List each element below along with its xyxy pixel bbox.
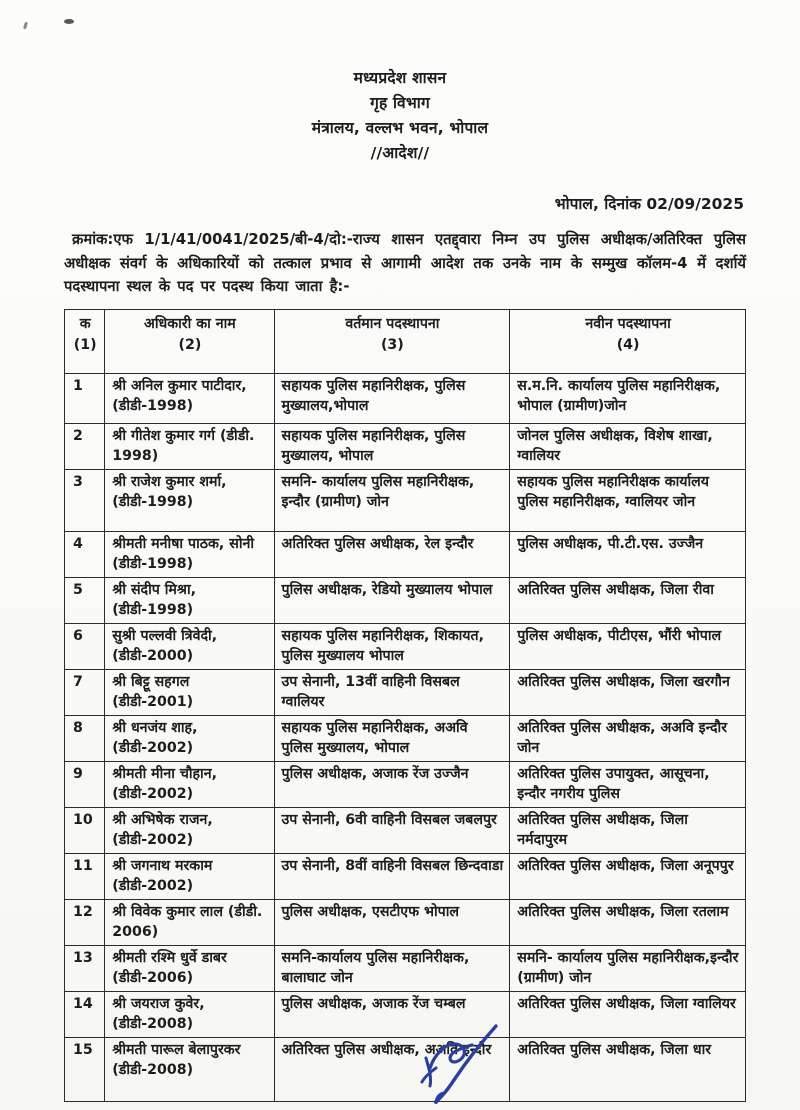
cell-officer-name: श्री गीतेश कुमार गर्ग (डीडी. 1998) [105, 423, 274, 469]
table-row [65, 991, 746, 1037]
cell-new-posting: अतिरिक्त पुलिस अधीक्षक, जिला रतलाम [510, 899, 746, 945]
cell-sno: 1 [65, 373, 105, 423]
table-row [65, 853, 746, 899]
cell-new-posting: पुलिस अधीक्षक, पी.टी.एस. उज्जैन [510, 531, 746, 577]
table-row [65, 899, 746, 945]
cell-sno: 9 [65, 761, 105, 807]
ink-speck [23, 22, 28, 30]
cell-new-posting: अतिरिक्त पुलिस अधीक्षक, जिला अनूपपुर [510, 853, 746, 899]
header-current-posting: वर्तमान पदस्थापना (3) [274, 309, 510, 373]
cell-current-posting: उप सेनानी, 6वी वाहिनी विसबल जबलपुर [274, 807, 510, 853]
cell-sno: 12 [65, 899, 105, 945]
table-row [65, 669, 746, 715]
cell-officer-name: श्रीमती पारूल बेलापुरकर (डीडी-2008) [105, 1037, 274, 1101]
cell-current-posting: समनि-कार्यालय पुलिस महानिरीक्षक, बालाघाट जोन [274, 945, 510, 991]
table-row [65, 761, 746, 807]
cell-current-posting: सहायक पुलिस महानिरीक्षक, पुलिस मुख्यालय,भोपाल [274, 373, 510, 423]
header-order-title: //आदेश// [370, 144, 430, 162]
cell-officer-name: श्री अभिषेक राजन, (डीडी-2002) [105, 807, 274, 853]
cell-current-posting: पुलिस अधीक्षक, एसटीएफ भोपाल [274, 899, 510, 945]
cell-new-posting: जोनल पुलिस अधीक्षक, विशेष शाखा, ग्वालियर [510, 423, 746, 469]
cell-current-posting: समनि- कार्यालय पुलिस महानिरीक्षक, इन्दौर (ग्रामीण) जोन [274, 469, 510, 531]
cell-new-posting: अतिरिक्त पुलिस अधीक्षक, जिला धार [510, 1037, 746, 1101]
cell-new-posting: अतिरिक्त पुलिस अधीक्षक, जिला नर्मदापुरम [510, 807, 746, 853]
cell-current-posting: सहायक पुलिस महानिरीक्षक, शिकायत, पुलिस मुख्यालय भोपाल [274, 623, 510, 669]
table-row [65, 423, 746, 469]
table-row [65, 469, 746, 531]
cell-officer-name: सुश्री पल्लवी त्रिवेदी, (डीडी-2000) [105, 623, 274, 669]
cell-officer-name: श्रीमती मीना चौहान, (डीडी-2002) [105, 761, 274, 807]
cell-officer-name: श्री जयराज कुवेर, (डीडी-2008) [105, 991, 274, 1037]
cell-officer-name: श्री विवेक कुमार लाल (डीडी. 2006) [105, 899, 274, 945]
cell-new-posting: अतिरिक्त पुलिस अधीक्षक, अअवि इन्दौर जोन [510, 715, 746, 761]
header-sno: क (1) [65, 309, 105, 373]
cell-current-posting: सहायक पुलिस महानिरीक्षक, अअवि पुलिस मुख्यालय, भोपाल [274, 715, 510, 761]
cell-officer-name: श्री बिट्टू सहगल (डीडी-2001) [105, 669, 274, 715]
document-header [0, 66, 800, 166]
ink-speck [64, 19, 74, 24]
cell-sno: 13 [65, 945, 105, 991]
table-row [65, 807, 746, 853]
cell-officer-name: श्री संदीप मिश्रा, (डीडी-1998) [105, 577, 274, 623]
cell-sno: 15 [65, 1037, 105, 1101]
cell-officer-name: श्रीमती मनीषा पाठक, सोनी (डीडी-1998) [105, 531, 274, 577]
cell-sno: 11 [65, 853, 105, 899]
cell-sno: 2 [65, 423, 105, 469]
cell-new-posting: सहायक पुलिस महानिरीक्षक कार्यालय पुलिस महानिरीक्षक, ग्वालियर जोन [510, 469, 746, 531]
cell-current-posting: उप सेनानी, 8वीं वाहिनी विसबल छिन्दवाडा [274, 853, 510, 899]
cell-sno: 4 [65, 531, 105, 577]
cell-officer-name: श्री जगनाथ मरकाम (डीडी-2002) [105, 853, 274, 899]
cell-officer-name: श्री राजेश कुमार शर्मा, (डीडी-1998) [105, 469, 274, 531]
cell-current-posting: अतिरिक्त पुलिस अधीक्षक, रेल इन्दौर [274, 531, 510, 577]
cell-sno: 3 [65, 469, 105, 531]
cell-sno: 14 [65, 991, 105, 1037]
transfer-table [64, 309, 746, 1102]
cell-new-posting: समनि- कार्यालय पुलिस महानिरीक्षक,इन्दौर (ग्रामीण) जोन [510, 945, 746, 991]
cell-current-posting: उप सेनानी, 13वीं वाहिनी विसबल ग्वालियर [274, 669, 510, 715]
place-date-line: भोपाल, दिनांक 02/09/2025 [554, 195, 744, 213]
cell-current-posting: पुलिस अधीक्षक, अजाक रेंज उज्जैन [274, 761, 510, 807]
cell-officer-name: श्री अनिल कुमार पाटीदार, (डीडी-1998) [105, 373, 274, 423]
cell-officer-name: श्रीमती रश्मि धुर्वे डाबर (डीडी-2006) [105, 945, 274, 991]
table-header-row [65, 309, 746, 373]
table-row [65, 623, 746, 669]
cell-new-posting: अतिरिक्त पुलिस अधीक्षक, जिला रीवा [510, 577, 746, 623]
cell-new-posting: अतिरिक्त पुलिस उपायुक्त, आसूचना, इन्दौर नगरीय पुलिस [510, 761, 746, 807]
table-row [65, 531, 746, 577]
table-row [65, 577, 746, 623]
cell-sno: 10 [65, 807, 105, 853]
header-department: गृह विभाग [370, 94, 430, 112]
cell-sno: 7 [65, 669, 105, 715]
cell-new-posting: स.म.नि. कार्यालय पुलिस महानिरीक्षक, भोपाल (ग्रामीण)जोन [510, 373, 746, 423]
table-row [65, 373, 746, 423]
table-row [65, 715, 746, 761]
header-govt-name: मध्यप्रदेश शासन [353, 69, 447, 87]
cell-officer-name: श्री धनजंय शाह, (डीडी-2002) [105, 715, 274, 761]
cell-sno: 5 [65, 577, 105, 623]
cell-current-posting: पुलिस अधीक्षक, रेडियो मुख्यालय भोपाल [274, 577, 510, 623]
cell-sno: 8 [65, 715, 105, 761]
cell-new-posting: अतिरिक्त पुलिस अधीक्षक, जिला खरगौन [510, 669, 746, 715]
header-officer-name: अधिकारी का नाम (2) [105, 309, 274, 373]
header-address: मंत्रालय, वल्लभ भवन, भोपाल [311, 119, 489, 137]
cell-current-posting: सहायक पुलिस महानिरीक्षक, पुलिस मुख्यालय, भोपाल [274, 423, 510, 469]
table-row [65, 1037, 746, 1101]
cell-new-posting: अतिरिक्त पुलिस अधीक्षक, जिला ग्वालियर [510, 991, 746, 1037]
cell-current-posting: अतिरिक्त पुलिस अधीक्षक, अअवि इन्दौर [274, 1037, 510, 1101]
cell-new-posting: पुलिस अधीक्षक, पीटीएस, भौंरी भोपाल [510, 623, 746, 669]
cell-sno: 6 [65, 623, 105, 669]
cell-current-posting: पुलिस अधीक्षक, अजाक रेंज चम्बल [274, 991, 510, 1037]
table-row [65, 945, 746, 991]
header-new-posting: नवीन पदस्थापना (4) [510, 309, 746, 373]
order-paragraph: क्रमांक:एफ 1/1/41/0041/2025/बी-4/दो:-राज्य शासन एतद्द्वारा निम्न उप पुलिस अधीक्षक/अतिरिक्त पुलिस अधीक्षक संवर्ग के अधिकारियों को तत्काल प्रभाव से आगामी आदेश तक उनके नाम के सम्मुख कॉलम-4 में दर्शायें पदस्थापना स्थल के पद पर पदस्थ किया जाता है:- [64, 231, 746, 295]
